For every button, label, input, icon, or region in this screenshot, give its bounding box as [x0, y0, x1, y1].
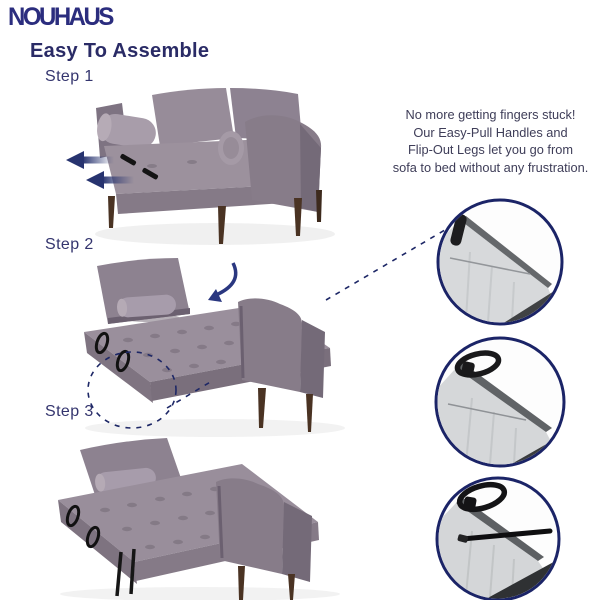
- detail-circle-flip-out-leg: [437, 478, 559, 600]
- fold-down-arrow-icon: [208, 263, 236, 302]
- step-1-label: Step 1: [45, 68, 94, 85]
- page-title: Easy To Assemble: [30, 40, 210, 62]
- sofa-step-2-illustration: [84, 258, 345, 437]
- step-2-label: Step 2: [45, 236, 94, 253]
- step-3-label: Step 3: [45, 403, 94, 420]
- sofa-step-3-illustration: [58, 438, 340, 600]
- sofa-step-1-illustration: [95, 88, 335, 245]
- detail-circle-handle-stowed: [438, 200, 562, 324]
- nouhaus-logo: NOUHAUS: [8, 3, 112, 32]
- detail-circle-handle-raised: [436, 338, 564, 466]
- callout-text: No more getting fingers stuck! Our Easy-Pull Handles and Flip-Out Legs let you go from sofa to bed without any frustration.: [392, 107, 589, 175]
